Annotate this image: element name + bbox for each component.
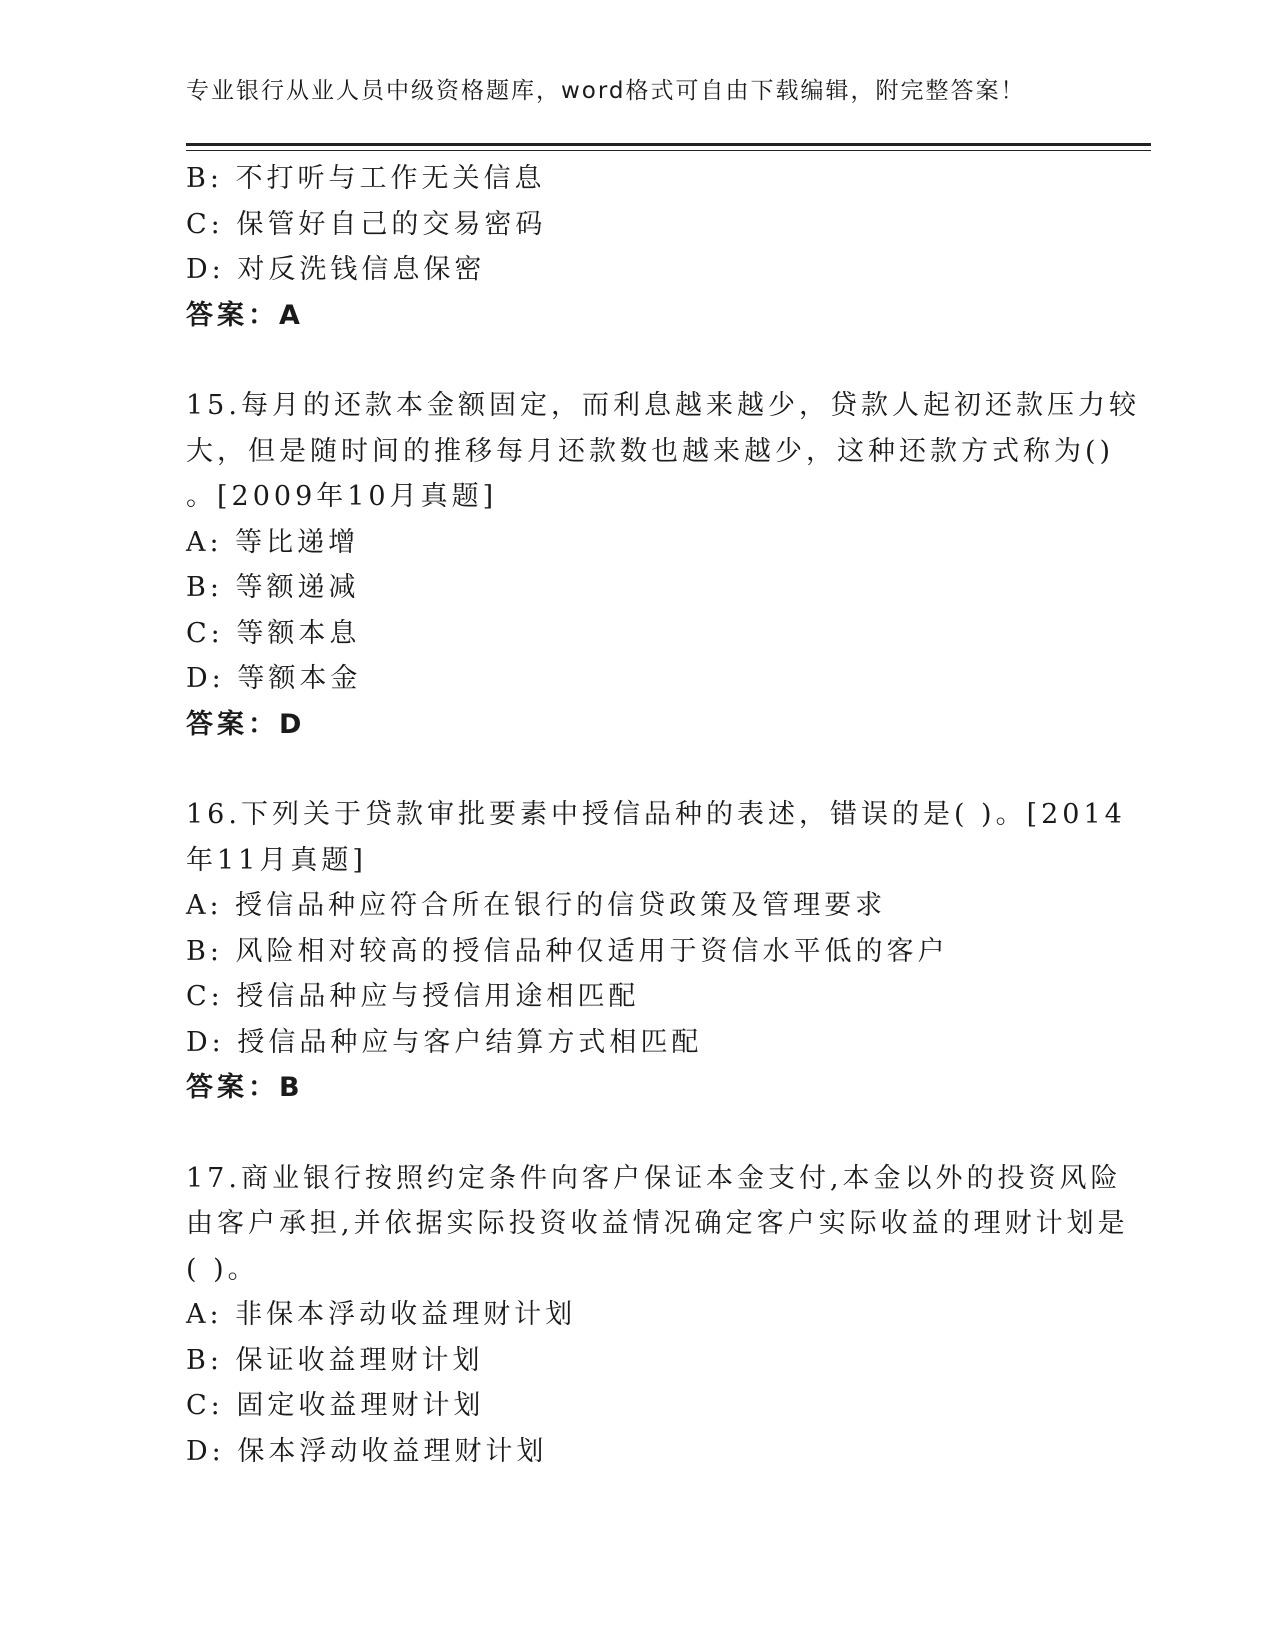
option-c: C: 保管好自己的交易密码	[186, 208, 547, 240]
option-c: C: 等额本息	[186, 617, 361, 649]
question-text: ( )。	[186, 1253, 259, 1285]
question-text: 年11月真题]	[186, 844, 367, 876]
option-c: C: 授信品种应与授信用途相匹配	[186, 981, 640, 1012]
option-b: B: 风险相对较高的授信品种仅适用于资信水平低的客户	[186, 935, 949, 967]
option-d: D: 保本浮动收益理财计划	[186, 1435, 548, 1467]
option-a: A: 授信品种应符合所在银行的信贷政策及管理要求	[186, 890, 887, 921]
page-header: 专业银行从业人员中级资格题库，word格式可自由下载编辑，附完整答案！	[186, 78, 1026, 104]
option-b: B: 保证收益理财计划	[186, 1344, 484, 1376]
option-d: D: 等额本金	[186, 663, 362, 694]
option-b: B: 等额递减	[186, 572, 360, 603]
header-rule-thin	[186, 150, 1151, 151]
question-text: 大，但是随时间的推移每月还款数也越来越少，这种还款方式称为()	[186, 435, 1115, 467]
question-text: 16.下列关于贷款审批要素中授信品种的表述，错误的是( )。[2014	[186, 799, 1126, 830]
header-rule	[186, 143, 1151, 146]
answer: 答案：B	[186, 1072, 304, 1103]
question-text: 。[2009年10月真题]	[186, 481, 498, 512]
question-text: 15.每月的还款本金额固定，而利息越来越少，贷款人起初还款压力较	[186, 390, 1140, 421]
option-a: A: 非保本浮动收益理财计划	[186, 1299, 577, 1330]
question-17	[186, 1156, 1129, 1475]
question-14-tail	[186, 156, 1086, 338]
option-d: D: 授信品种应与客户结算方式相匹配	[186, 1026, 703, 1058]
question-text: 17.商业银行按照约定条件向客户保证本金支付,本金以外的投资风险	[186, 1162, 1122, 1194]
answer: 答案：A	[186, 299, 304, 331]
question-text: 由客户承担,并依据实际投资收益情况确定客户实际收益的理财计划是	[186, 1208, 1129, 1239]
question-16	[186, 792, 1126, 1111]
document-body	[186, 156, 1140, 1474]
question-15	[186, 383, 1140, 747]
option-b: B: 不打听与工作无关信息	[186, 163, 546, 194]
option-c: C: 固定收益理财计划	[186, 1390, 485, 1421]
option-a: A: 等比递增	[186, 526, 360, 558]
option-d: D: 对反洗钱信息保密	[186, 254, 486, 285]
answer: 答案：D	[186, 708, 306, 740]
